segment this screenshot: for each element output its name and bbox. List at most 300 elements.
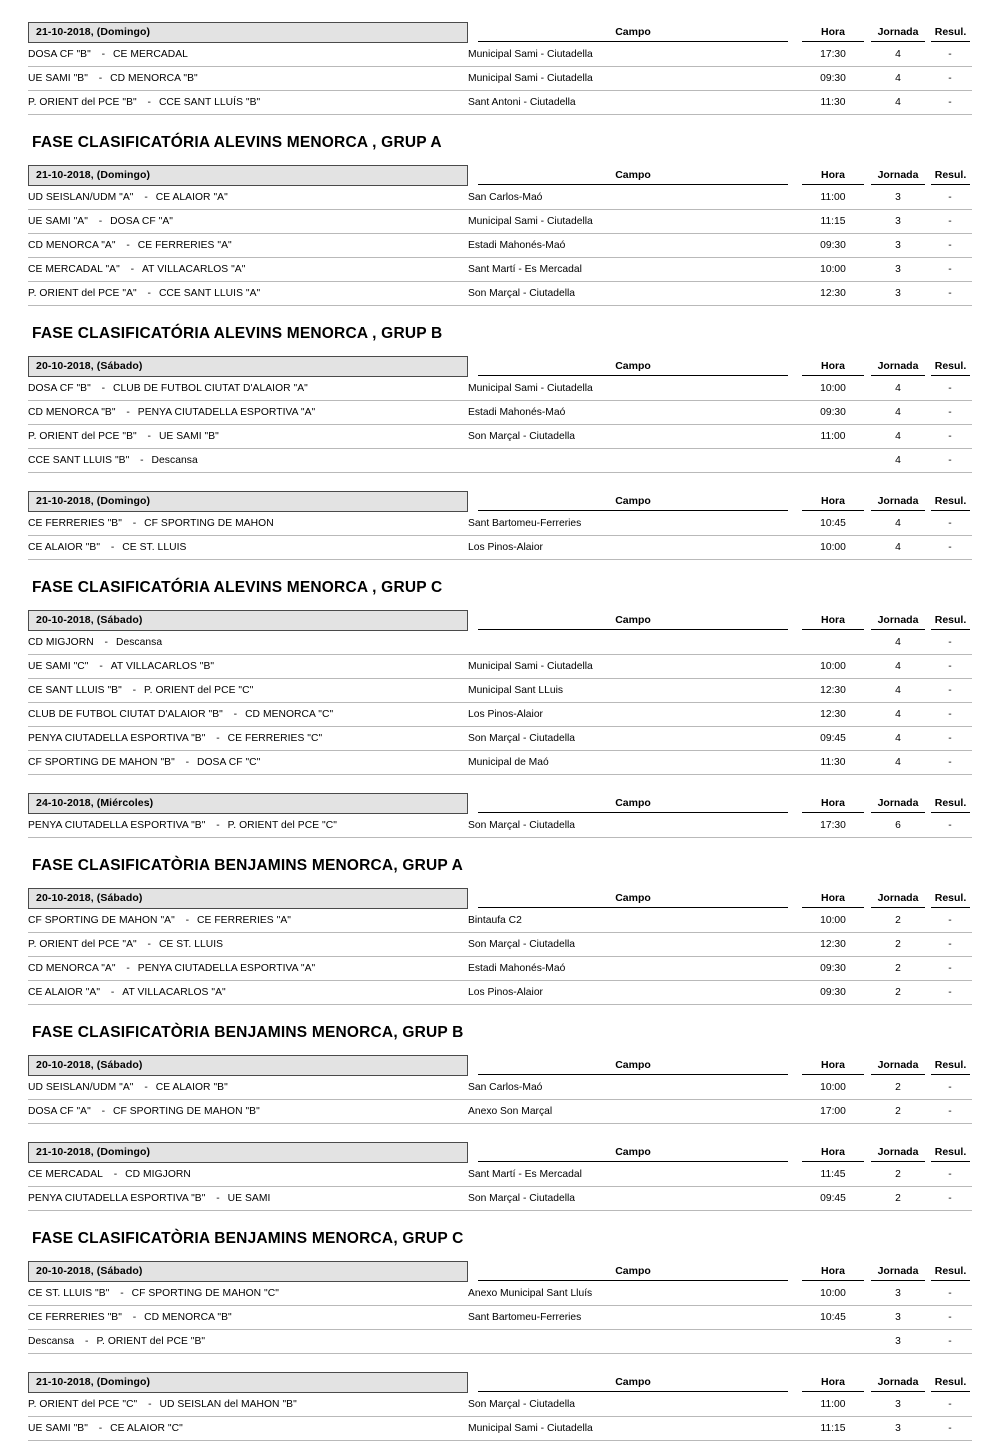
column-header-hora: Hora bbox=[802, 1265, 864, 1281]
table-row bbox=[28, 814, 972, 838]
match-cell bbox=[28, 1163, 468, 1187]
jornada-cell: 4 bbox=[868, 425, 928, 449]
table-row bbox=[28, 512, 972, 536]
versus-separator: - bbox=[98, 215, 103, 227]
campo-cell: Anexo Municipal Sant Lluís bbox=[468, 1282, 798, 1306]
versus-separator: - bbox=[132, 1311, 137, 1323]
home-team: DOSA CF "A" bbox=[28, 1105, 91, 1117]
hora-cell: 11:45 bbox=[798, 1163, 868, 1187]
schedule-block bbox=[28, 1261, 972, 1354]
campo-cell: Los Pinos-Alaior bbox=[468, 981, 798, 1005]
column-header-campo: Campo bbox=[478, 495, 788, 511]
jornada-cell: 4 bbox=[868, 377, 928, 401]
home-team: CLUB DE FUTBOL CIUTAT D'ALAIOR "B" bbox=[28, 708, 223, 720]
campo-cell: Los Pinos-Alaior bbox=[468, 703, 798, 727]
hora-cell: 11:15 bbox=[798, 210, 868, 234]
campo-cell: Municipal Sami - Ciutadella bbox=[468, 377, 798, 401]
hora-cell: 09:30 bbox=[798, 401, 868, 425]
column-header-campo: Campo bbox=[478, 169, 788, 185]
home-team: P. ORIENT del PCE "A" bbox=[28, 287, 137, 299]
versus-separator: - bbox=[101, 48, 106, 60]
home-team: CE ALAIOR "A" bbox=[28, 986, 101, 998]
table-row bbox=[28, 655, 972, 679]
hora-cell: 11:00 bbox=[798, 186, 868, 210]
jornada-cell: 4 bbox=[868, 43, 928, 67]
schedule-table bbox=[28, 793, 972, 838]
jornada-cell: 4 bbox=[868, 631, 928, 655]
campo-cell: Son Marçal - Ciutadella bbox=[468, 282, 798, 306]
jornada-cell: 4 bbox=[868, 449, 928, 473]
section-title: FASE CLASIFICATÒRIA BENJAMINS MENORCA, GRUP C bbox=[32, 1230, 464, 1248]
hora-cell: 17:30 bbox=[798, 814, 868, 838]
match-cell bbox=[28, 1282, 468, 1306]
date-header: 21-10-2018, (Domingo) bbox=[28, 491, 468, 512]
resul-cell: - bbox=[928, 536, 972, 560]
away-team: CD MENORCA "B" bbox=[110, 72, 198, 84]
column-header-campo: Campo bbox=[478, 360, 788, 376]
column-header-campo: Campo bbox=[478, 1146, 788, 1162]
match-cell bbox=[28, 258, 468, 282]
column-header-hora: Hora bbox=[802, 614, 864, 630]
jornada-cell: 2 bbox=[868, 1163, 928, 1187]
jornada-cell: 3 bbox=[868, 1282, 928, 1306]
home-team: CE FERRERIES "B" bbox=[28, 1311, 122, 1323]
versus-separator: - bbox=[126, 406, 130, 418]
jornada-cell: 2 bbox=[868, 981, 928, 1005]
versus-separator: - bbox=[113, 1168, 118, 1180]
match-cell bbox=[28, 425, 468, 449]
campo-cell: Los Pinos-Alaior bbox=[468, 536, 798, 560]
versus-separator: - bbox=[144, 1081, 148, 1093]
away-team: CD MIGJORN bbox=[125, 1168, 191, 1180]
match-cell bbox=[28, 1076, 468, 1100]
table-row bbox=[28, 401, 972, 425]
away-team: CCE SANT LLUIS "A" bbox=[158, 287, 261, 299]
home-team: P. ORIENT del PCE "B" bbox=[28, 430, 137, 442]
hora-cell: 12:30 bbox=[798, 282, 868, 306]
jornada-cell: 4 bbox=[868, 727, 928, 751]
section-title: FASE CLASIFICATÒRIA BENJAMINS MENORCA, GRUP B bbox=[32, 1024, 464, 1042]
column-header-jornada: Jornada bbox=[871, 614, 925, 630]
home-team: DOSA CF "B" bbox=[28, 48, 91, 60]
away-team: P. ORIENT del PCE "B" bbox=[96, 1335, 206, 1347]
campo-cell: Son Marçal - Ciutadella bbox=[468, 1187, 798, 1211]
away-team: CCE SANT LLUÍS "B" bbox=[158, 96, 261, 108]
away-team: UD SEISLAN del MAHON "B" bbox=[159, 1398, 297, 1410]
versus-separator: - bbox=[185, 914, 190, 926]
resul-cell: - bbox=[928, 751, 972, 775]
column-header-jornada: Jornada bbox=[871, 1376, 925, 1392]
home-team: P. ORIENT del PCE "B" bbox=[28, 96, 137, 108]
jornada-cell: 4 bbox=[868, 67, 928, 91]
away-team: CE ST. LLUIS bbox=[158, 938, 224, 950]
column-header-resul: Resul. bbox=[931, 1059, 970, 1075]
table-row bbox=[28, 536, 972, 560]
versus-separator: - bbox=[185, 756, 190, 768]
match-cell bbox=[28, 703, 468, 727]
jornada-cell: 2 bbox=[868, 909, 928, 933]
hora-cell: 09:45 bbox=[798, 727, 868, 751]
jornada-cell: 2 bbox=[868, 933, 928, 957]
resul-cell: - bbox=[928, 1282, 972, 1306]
versus-separator: - bbox=[101, 1105, 106, 1117]
table-row bbox=[28, 679, 972, 703]
jornada-cell: 2 bbox=[868, 957, 928, 981]
hora-cell: 10:00 bbox=[798, 655, 868, 679]
match-cell bbox=[28, 512, 468, 536]
jornada-cell: 3 bbox=[868, 234, 928, 258]
column-header-jornada: Jornada bbox=[871, 169, 925, 185]
campo-cell: Anexo Son Marçal bbox=[468, 1100, 798, 1124]
resul-cell: - bbox=[928, 1330, 972, 1354]
hora-cell: 10:00 bbox=[798, 377, 868, 401]
match-cell bbox=[28, 933, 468, 957]
match-cell bbox=[28, 814, 468, 838]
home-team: PENYA CIUTADELLA ESPORTIVA "B" bbox=[28, 819, 206, 831]
table-row bbox=[28, 1417, 972, 1441]
table-row bbox=[28, 981, 972, 1005]
campo-cell: Son Marçal - Ciutadella bbox=[468, 1393, 798, 1417]
table-row bbox=[28, 909, 972, 933]
campo-cell: Municipal Sami - Ciutadella bbox=[468, 67, 798, 91]
away-team: CE ALAIOR "A" bbox=[155, 191, 228, 203]
home-team: PENYA CIUTADELLA ESPORTIVA "B" bbox=[28, 732, 206, 744]
schedule-table bbox=[28, 1261, 972, 1354]
table-row bbox=[28, 703, 972, 727]
away-team: CE FERRERIES "A" bbox=[197, 914, 291, 926]
column-header-campo: Campo bbox=[478, 892, 788, 908]
jornada-cell: 4 bbox=[868, 751, 928, 775]
home-team: CE MERCADAL "A" bbox=[28, 263, 120, 275]
hora-cell: 12:30 bbox=[798, 933, 868, 957]
home-team: UE SAMI "C" bbox=[28, 660, 89, 672]
table-header-row bbox=[28, 793, 972, 814]
column-header-resul: Resul. bbox=[931, 1146, 970, 1162]
versus-separator: - bbox=[140, 454, 144, 466]
away-team: AT VILLACARLOS "A" bbox=[142, 263, 246, 275]
away-team: CE ST. LLUIS bbox=[122, 541, 187, 553]
section-title: FASE CLASIFICATÓRIA ALEVINS MENORCA , GRUP A bbox=[32, 134, 442, 151]
jornada-cell: 4 bbox=[868, 536, 928, 560]
schedule-table bbox=[28, 1372, 972, 1441]
campo-cell: Estadi Mahonés-Maó bbox=[468, 401, 798, 425]
table-row bbox=[28, 1306, 972, 1330]
jornada-cell: 2 bbox=[868, 1100, 928, 1124]
schedule-block bbox=[28, 610, 972, 775]
table-header-row bbox=[28, 165, 972, 186]
match-cell bbox=[28, 1306, 468, 1330]
campo-cell: San Carlos-Maó bbox=[468, 1076, 798, 1100]
table-header-row bbox=[28, 1055, 972, 1076]
versus-separator: - bbox=[120, 1287, 124, 1299]
schedule-table bbox=[28, 1055, 972, 1124]
schedule-table bbox=[28, 491, 972, 560]
match-cell bbox=[28, 91, 468, 115]
match-cell bbox=[28, 981, 468, 1005]
schedule-block bbox=[28, 491, 972, 560]
hora-cell: 11:30 bbox=[798, 751, 868, 775]
away-team: P. ORIENT del PCE "C" bbox=[227, 819, 337, 831]
campo-cell: Sant Bartomeu-Ferreries bbox=[468, 1306, 798, 1330]
schedule-table bbox=[28, 888, 972, 1005]
versus-separator: - bbox=[233, 708, 238, 720]
hora-cell: 10:00 bbox=[798, 909, 868, 933]
column-header-resul: Resul. bbox=[931, 1376, 970, 1392]
campo-cell: Municipal Sami - Ciutadella bbox=[468, 43, 798, 67]
column-header-jornada: Jornada bbox=[871, 1059, 925, 1075]
table-row bbox=[28, 1282, 972, 1306]
home-team: Descansa bbox=[28, 1335, 75, 1347]
resul-cell: - bbox=[928, 1100, 972, 1124]
date-header: 21-10-2018, (Domingo) bbox=[28, 165, 468, 186]
column-header-resul: Resul. bbox=[931, 797, 970, 813]
campo-cell: Son Marçal - Ciutadella bbox=[468, 933, 798, 957]
match-cell bbox=[28, 186, 468, 210]
date-header: 20-10-2018, (Sábado) bbox=[28, 1055, 468, 1076]
match-cell bbox=[28, 67, 468, 91]
away-team: PENYA CIUTADELLA ESPORTIVA "A" bbox=[137, 962, 316, 974]
hora-cell: 17:30 bbox=[798, 43, 868, 67]
resul-cell: - bbox=[928, 234, 972, 258]
column-header-jornada: Jornada bbox=[871, 360, 925, 376]
versus-separator: - bbox=[130, 263, 135, 275]
column-header-resul: Resul. bbox=[931, 26, 970, 42]
versus-separator: - bbox=[132, 684, 137, 696]
jornada-cell: 4 bbox=[868, 655, 928, 679]
home-team: P. ORIENT del PCE "C" bbox=[28, 1398, 138, 1410]
hora-cell: 11:00 bbox=[798, 1393, 868, 1417]
home-team: CE SANT LLUIS "B" bbox=[28, 684, 122, 696]
schedule-block bbox=[28, 888, 972, 1005]
versus-separator: - bbox=[216, 819, 220, 831]
schedule-table bbox=[28, 22, 972, 115]
resul-cell: - bbox=[928, 1393, 972, 1417]
hora-cell: 12:30 bbox=[798, 703, 868, 727]
column-header-hora: Hora bbox=[802, 169, 864, 185]
versus-separator: - bbox=[144, 191, 148, 203]
match-cell bbox=[28, 1100, 468, 1124]
away-team: CLUB DE FUTBOL CIUTAT D'ALAIOR "A" bbox=[113, 382, 308, 394]
resul-cell: - bbox=[928, 377, 972, 401]
column-header-resul: Resul. bbox=[931, 169, 970, 185]
home-team: UD SEISLAN/UDM "A" bbox=[28, 1081, 134, 1093]
match-cell bbox=[28, 1393, 468, 1417]
table-row bbox=[28, 449, 972, 473]
table-row bbox=[28, 957, 972, 981]
match-cell bbox=[28, 43, 468, 67]
hora-cell: 09:30 bbox=[798, 957, 868, 981]
match-cell bbox=[28, 210, 468, 234]
column-header-hora: Hora bbox=[802, 360, 864, 376]
away-team: DOSA CF "C" bbox=[197, 756, 261, 768]
jornada-cell: 4 bbox=[868, 679, 928, 703]
hora-cell: 10:45 bbox=[798, 1306, 868, 1330]
versus-separator: - bbox=[110, 541, 115, 553]
column-header-resul: Resul. bbox=[931, 360, 970, 376]
versus-separator: - bbox=[110, 986, 115, 998]
home-team: P. ORIENT del PCE "A" bbox=[28, 938, 137, 950]
away-team: CF SPORTING DE MAHON "B" bbox=[113, 1105, 260, 1117]
away-team: AT VILLACARLOS "B" bbox=[110, 660, 215, 672]
campo-cell: Municipal Sami - Ciutadella bbox=[468, 655, 798, 679]
home-team: CD MENORCA "A" bbox=[28, 962, 116, 974]
campo-cell bbox=[468, 449, 798, 473]
versus-separator: - bbox=[148, 1398, 152, 1410]
match-cell bbox=[28, 957, 468, 981]
date-header: 21-10-2018, (Domingo) bbox=[28, 22, 468, 43]
table-row bbox=[28, 282, 972, 306]
table-header-row bbox=[28, 1372, 972, 1393]
resul-cell: - bbox=[928, 258, 972, 282]
resul-cell: - bbox=[928, 1306, 972, 1330]
column-header-campo: Campo bbox=[478, 614, 788, 630]
column-header-hora: Hora bbox=[802, 495, 864, 511]
resul-cell: - bbox=[928, 909, 972, 933]
table-row bbox=[28, 1076, 972, 1100]
match-cell bbox=[28, 727, 468, 751]
schedule-block bbox=[28, 165, 972, 306]
section-title: FASE CLASIFICATÓRIA ALEVINS MENORCA , GRUP B bbox=[32, 325, 443, 343]
table-header-row bbox=[28, 1142, 972, 1163]
hora-cell: 12:30 bbox=[798, 679, 868, 703]
campo-cell bbox=[468, 631, 798, 655]
away-team: CE FERRERIES "A" bbox=[137, 239, 232, 251]
away-team: UE SAMI bbox=[227, 1192, 271, 1204]
date-header: 20-10-2018, (Sábado) bbox=[28, 888, 468, 909]
jornada-cell: 3 bbox=[868, 1393, 928, 1417]
jornada-cell: 3 bbox=[868, 282, 928, 306]
campo-cell: Son Marçal - Ciutadella bbox=[468, 814, 798, 838]
column-header-hora: Hora bbox=[802, 26, 864, 42]
jornada-cell: 2 bbox=[868, 1187, 928, 1211]
hora-cell bbox=[798, 1330, 868, 1354]
versus-separator: - bbox=[85, 1335, 89, 1347]
table-header-row bbox=[28, 22, 972, 43]
table-row bbox=[28, 258, 972, 282]
date-header: 20-10-2018, (Sábado) bbox=[28, 356, 468, 377]
away-team: CD MENORCA "B" bbox=[144, 1311, 232, 1323]
away-team: AT VILLACARLOS "A" bbox=[122, 986, 226, 998]
column-header-campo: Campo bbox=[478, 26, 788, 42]
campo-cell: Sant Antoni - Ciutadella bbox=[468, 91, 798, 115]
table-header-row bbox=[28, 1261, 972, 1282]
column-header-jornada: Jornada bbox=[871, 26, 925, 42]
hora-cell: 09:30 bbox=[798, 67, 868, 91]
campo-cell: Estadi Mahonés-Maó bbox=[468, 957, 798, 981]
column-header-jornada: Jornada bbox=[871, 1265, 925, 1281]
versus-separator: - bbox=[216, 732, 220, 744]
table-header-row bbox=[28, 888, 972, 909]
column-header-campo: Campo bbox=[478, 797, 788, 813]
table-row bbox=[28, 1163, 972, 1187]
column-header-hora: Hora bbox=[802, 892, 864, 908]
jornada-cell: 3 bbox=[868, 1330, 928, 1354]
match-cell bbox=[28, 1187, 468, 1211]
jornada-cell: 3 bbox=[868, 1417, 928, 1441]
away-team: CE ALAIOR "C" bbox=[110, 1422, 183, 1434]
away-team: CD MENORCA "C" bbox=[245, 708, 334, 720]
match-cell bbox=[28, 234, 468, 258]
jornada-cell: 6 bbox=[868, 814, 928, 838]
hora-cell: 11:30 bbox=[798, 91, 868, 115]
campo-cell: Son Marçal - Ciutadella bbox=[468, 425, 798, 449]
hora-cell: 09:45 bbox=[798, 1187, 868, 1211]
home-team: UE SAMI "B" bbox=[28, 72, 88, 84]
campo-cell: Sant Martí - Es Mercadal bbox=[468, 1163, 798, 1187]
home-team: CE ALAIOR "B" bbox=[28, 541, 101, 553]
table-header-row bbox=[28, 491, 972, 512]
resul-cell: - bbox=[928, 957, 972, 981]
versus-separator: - bbox=[216, 1192, 220, 1204]
hora-cell: 09:30 bbox=[798, 234, 868, 258]
column-header-jornada: Jornada bbox=[871, 892, 925, 908]
campo-cell: Municipal Sant LLuis bbox=[468, 679, 798, 703]
hora-cell: 17:00 bbox=[798, 1100, 868, 1124]
column-header-resul: Resul. bbox=[931, 614, 970, 630]
match-cell bbox=[28, 282, 468, 306]
home-team: CD MENORCA "B" bbox=[28, 406, 116, 418]
away-team: Descansa bbox=[151, 454, 198, 466]
table-row bbox=[28, 727, 972, 751]
versus-separator: - bbox=[126, 962, 130, 974]
resul-cell: - bbox=[928, 727, 972, 751]
home-team: CCE SANT LLUIS "B" bbox=[28, 454, 130, 466]
resul-cell: - bbox=[928, 512, 972, 536]
column-header-hora: Hora bbox=[802, 797, 864, 813]
table-header-row bbox=[28, 356, 972, 377]
resul-cell: - bbox=[928, 981, 972, 1005]
versus-separator: - bbox=[147, 287, 152, 299]
jornada-cell: 3 bbox=[868, 210, 928, 234]
column-header-campo: Campo bbox=[478, 1265, 788, 1281]
match-cell bbox=[28, 655, 468, 679]
home-team: CD MENORCA "A" bbox=[28, 239, 116, 251]
home-team: CE ST. LLUIS "B" bbox=[28, 1287, 110, 1299]
resul-cell: - bbox=[928, 1417, 972, 1441]
match-cell bbox=[28, 377, 468, 401]
match-cell bbox=[28, 536, 468, 560]
resul-cell: - bbox=[928, 186, 972, 210]
away-team: P. ORIENT del PCE "C" bbox=[144, 684, 254, 696]
jornada-cell: 2 bbox=[868, 1076, 928, 1100]
hora-cell: 10:00 bbox=[798, 536, 868, 560]
schedule-block bbox=[28, 22, 972, 115]
resul-cell: - bbox=[928, 210, 972, 234]
campo-cell: Municipal Sami - Ciutadella bbox=[468, 1417, 798, 1441]
jornada-cell: 4 bbox=[868, 401, 928, 425]
match-cell bbox=[28, 449, 468, 473]
resul-cell: - bbox=[928, 1163, 972, 1187]
resul-cell: - bbox=[928, 43, 972, 67]
versus-separator: - bbox=[126, 239, 130, 251]
resul-cell: - bbox=[928, 631, 972, 655]
schedule-block bbox=[28, 1055, 972, 1124]
campo-cell: Sant Bartomeu-Ferreries bbox=[468, 512, 798, 536]
date-header: 20-10-2018, (Sábado) bbox=[28, 610, 468, 631]
versus-separator: - bbox=[147, 430, 152, 442]
versus-separator: - bbox=[104, 636, 109, 648]
resul-cell: - bbox=[928, 703, 972, 727]
home-team: DOSA CF "B" bbox=[28, 382, 91, 394]
hora-cell: 11:00 bbox=[798, 425, 868, 449]
resul-cell: - bbox=[928, 933, 972, 957]
campo-cell: Estadi Mahonés-Maó bbox=[468, 234, 798, 258]
schedule-block bbox=[28, 793, 972, 838]
column-header-resul: Resul. bbox=[931, 892, 970, 908]
resul-cell: - bbox=[928, 679, 972, 703]
section-title: FASE CLASIFICATÓRIA ALEVINS MENORCA , GRUP C bbox=[32, 579, 443, 597]
column-header-hora: Hora bbox=[802, 1146, 864, 1162]
